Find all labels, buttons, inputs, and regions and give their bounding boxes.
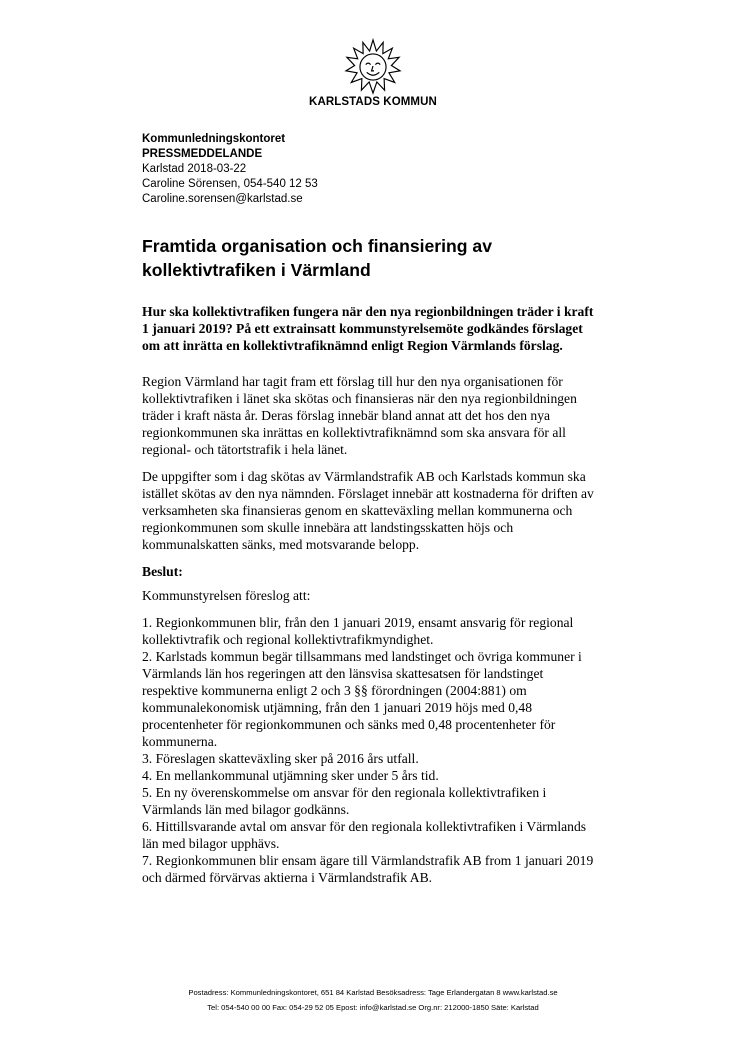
decision-list bbox=[142, 614, 602, 886]
decision-item: 3. Föreslagen skatteväxling sker på 2016 års utfall. bbox=[142, 751, 419, 766]
decision-item: 2. Karlstads kommun begär tillsammans med landstinget och övriga kommuner i Värmlands län hos regeringen att den länsvisa skattesatsen för landstinget respektive kommunerna enligt 2 och 3 §§ förordningen (2004:881) om kommunalekonomisk utjämning, från den 1 januari 2019 höjs med 0,48 procentenheter för regionkommunen och sänks med 0,48 procentenheter för kommunerna. bbox=[142, 649, 582, 749]
decision-item: 4. En mellankommunal utjämning sker under 5 års tid. bbox=[142, 768, 439, 783]
footer bbox=[0, 985, 746, 1015]
lead-paragraph: Hur ska kollektivtrafiken fungera när den nya regionbildningen träder i kraft 1 januari 2019? På ett extrainsatt kommunstyrelsemöte godkändes förslaget om att inrätta en kollektivtrafiknämnd enligt Region Värmlands förslag. bbox=[142, 304, 594, 353]
sender-block bbox=[142, 132, 318, 207]
decision-item: 5. En ny överenskommelse om ansvar för den regionala kollektivtrafiken i Värmlands län med bilagor godkänns. bbox=[142, 785, 547, 817]
decision-intro: Kommunstyrelsen föreslog att: bbox=[142, 588, 311, 603]
body-paragraph: De uppgifter som i dag skötas av Värmlandstrafik AB och Karlstads kommun ska istället skötas av den nya nämnden. Förslaget innebär att kostnaderna för driften av verksamheten ska finansieras genom en skatteväxling mellan kommunerna och regionkommunen som skulle innebära att landstingsskatten höjs och kommunalskatten sänks, med motsvarande belopp. bbox=[142, 469, 594, 552]
article-body bbox=[142, 303, 602, 886]
decision-item: 6. Hittillsvarande avtal om ansvar för den regionala kollektivtrafiken i Värmlands län med bilagor upphävs. bbox=[142, 819, 587, 851]
footer-contact: Tel: 054-540 00 00 Fax: 054-29 52 05 Epost: info@karlstad.se Org.nr: 212000-1850 Säte: Karlstad bbox=[207, 1003, 539, 1012]
contact-email: Caroline.sorensen@karlstad.se bbox=[142, 193, 303, 205]
decision-label: Beslut: bbox=[142, 564, 183, 579]
footer-address: Postadress: Kommunledningskontoret, 651 84 Karlstad Besöksadress: Tage Erlandergatan 8 www.karlstad.se bbox=[188, 988, 558, 997]
contact-person: Caroline Sörensen, 054-540 12 53 bbox=[142, 178, 318, 190]
sun-emblem-icon bbox=[344, 38, 402, 96]
decision-item: 7. Regionkommunen blir ensam ägare till Värmlandstrafik AB from 1 januari 2019 och därmed förvärvas aktierna i Värmlandstrafik AB. bbox=[142, 853, 594, 885]
document-type: PRESSMEDDELANDE bbox=[142, 148, 263, 160]
logo-text: KARLSTADS KOMMUN bbox=[309, 96, 437, 108]
page-title: Framtida organisation och finansiering av kollektivtrafiken i Värmland bbox=[142, 236, 492, 280]
sender-office: Kommunledningskontoret bbox=[142, 133, 286, 145]
logo bbox=[0, 38, 746, 108]
body-paragraph: Region Värmland har tagit fram ett förslag till hur den nya organisationen för kollektivtrafiken i länet ska skötas och finansieras när den nya regionbildningen träder i kraft nästa år. Deras förslag innebär bland annat att det hos den nya regionkommunen ska inrättas en kollektivtrafiknämnd som ska ansvara för all regional- och tätortstrafik i hela länet. bbox=[142, 374, 577, 457]
place-date: Karlstad 2018-03-22 bbox=[142, 163, 247, 175]
decision-item: 1. Regionkommunen blir, från den 1 januari 2019, ensamt ansvarig för regional kollektivtrafik och regional kollektivtrafikmyndighet. bbox=[142, 615, 574, 647]
